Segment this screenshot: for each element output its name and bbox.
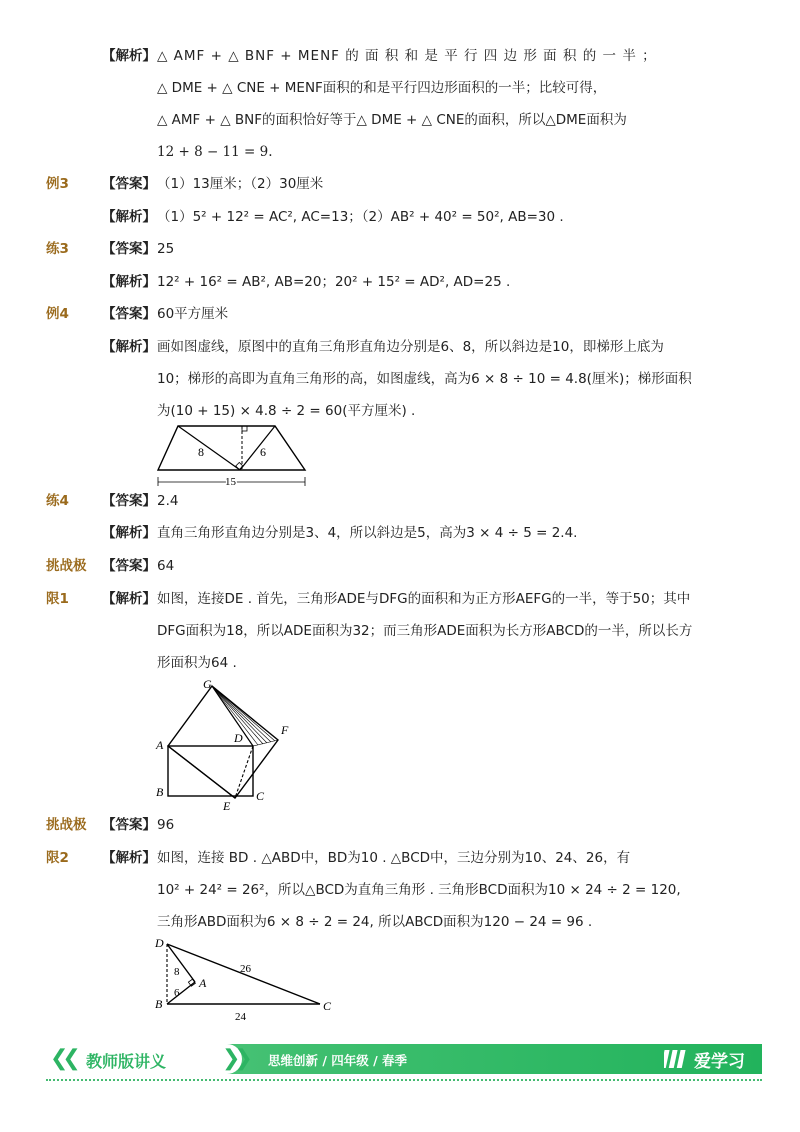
side-label: 6	[260, 445, 266, 459]
side-label: 6	[174, 987, 180, 999]
explanation-tag: 【解析】	[102, 591, 156, 607]
side-label: 8	[198, 445, 204, 459]
vertex-label-d: D	[234, 731, 243, 745]
answer-text: （1）13厘米；（2）30厘米	[157, 176, 324, 192]
explanation-line: △ AMF + △ BNF + MENF 的 面 积 和 是 平 行 四 边 形 面 积 的 一 半 ；	[157, 48, 657, 64]
explanation-tag: 【解析】	[102, 850, 156, 866]
answer-text: 96	[157, 817, 175, 833]
vertex-label-c: C	[323, 999, 332, 1013]
explanation-text: 12² + 16² = AB², AB=20；20² + 15² = AD², AD=25 .	[157, 274, 511, 290]
explanation-line: 为(10 + 15) × 4.8 ÷ 2 = 60(平方厘米) .	[157, 403, 416, 419]
answer-tag: 【答案】	[102, 176, 156, 192]
explanation-line: 10² + 24² = 26²，所以△BCD为直角三角形 . 三角形BCD面积为10 × 24 ÷ 2 = 120,	[157, 882, 681, 898]
explanation-text: 直角三角形直角边分别是3、4，所以斜边是5，高为3 × 4 ÷ 5 = 2.4.	[157, 525, 578, 541]
square-rectangle-figure	[150, 676, 300, 814]
explanation-line: 画如图虚线，原图中的直角三角形直角边分别是6、8，所以斜边是10，即梯形上底为	[157, 339, 664, 355]
explanation-line: 10；梯形的高即为直角三角形的高，如图虚线，高为6 × 8 ÷ 10 = 4.8(厘米)；梯形面积	[157, 371, 692, 387]
vertex-label-b: B	[156, 785, 164, 799]
edition-title: 教师版讲义	[86, 1052, 167, 1071]
explanation-tag: 【解析】	[102, 525, 156, 541]
chevron-right-icon: ❯❯	[222, 1046, 247, 1071]
base-label: 15	[225, 476, 236, 488]
vertex-label-e: E	[223, 799, 231, 813]
answer-tag: 【答案】	[102, 817, 156, 833]
answer-tag: 【答案】	[102, 493, 156, 509]
vertex-label-f: F	[281, 723, 289, 737]
answer-tag: 【答案】	[102, 558, 156, 574]
section-label: 限2	[46, 850, 69, 866]
footer-dotted-rule	[46, 1079, 762, 1081]
explanation-line: 如图，连接 BD . △ABD中，BD为10 . △BCD中，三边分别为10、24、26，有	[157, 850, 631, 866]
explanation-tag: 【解析】	[102, 339, 156, 355]
answer-text: 25	[157, 241, 175, 257]
trapezoid-figure	[150, 420, 315, 490]
answer-text: 2.4	[157, 493, 179, 509]
explanation-tag: 【解析】	[102, 274, 156, 290]
vertex-label-a: A	[156, 738, 164, 752]
explanation-tag: 【解析】	[102, 209, 156, 225]
answer-tag: 【答案】	[102, 306, 156, 322]
vertex-label-g: G	[203, 677, 212, 691]
vertex-label-a: A	[199, 976, 207, 990]
section-label: 挑战极	[46, 558, 87, 574]
explanation-line: △ AMF + △ BNF的面积恰好等于△ DME + △ CNE的面积，所以△DME面积为	[157, 112, 627, 128]
explanation-line: 形面积为64 .	[157, 655, 237, 671]
quadrilateral-figure	[150, 934, 350, 1026]
explanation-line: 12 + 8 − 11 = 9.	[157, 144, 273, 160]
section-label: 限1	[46, 591, 69, 607]
side-label: 24	[235, 1011, 246, 1023]
explanation-text: （1）5² + 12² = AC², AC=13；（2）AB² + 40² = 50², AB=30 .	[157, 209, 564, 225]
section-label: 例4	[46, 306, 69, 322]
side-label: 26	[240, 963, 251, 975]
vertex-label-c: C	[256, 789, 265, 803]
brand-name: 爱学习	[694, 1052, 745, 1072]
section-label: 练3	[46, 241, 69, 257]
side-label: 8	[174, 966, 180, 978]
section-label: 练4	[46, 493, 69, 509]
answer-text: 64	[157, 558, 175, 574]
explanation-line: 三角形ABD面积为6 × 8 ÷ 2 = 24, 所以ABCD面积为120 − 24 = 96 .	[157, 914, 593, 930]
explanation-tag: 【解析】	[102, 48, 156, 64]
brand-logo-icon	[664, 1048, 690, 1070]
chevron-left-icon: ❮❮	[50, 1046, 75, 1071]
explanation-line: DFG面积为18，所以ADE面积为32；而三角形ADE面积为长方形ABCD的一半，所以长方	[157, 623, 693, 639]
answer-text: 60平方厘米	[157, 306, 229, 322]
vertex-label-d: D	[155, 936, 164, 950]
section-label: 例3	[46, 176, 69, 192]
answer-tag: 【答案】	[102, 241, 156, 257]
explanation-line: △ DME + △ CNE + MENF面积的和是平行四边形面积的一半；比较可得，	[157, 80, 607, 96]
footer-banner	[46, 1044, 762, 1078]
vertex-label-b: B	[155, 997, 163, 1011]
section-label: 挑战极	[46, 817, 87, 833]
series-info: 思维创新 / 四年级 / 春季	[268, 1053, 408, 1068]
explanation-line: 如图，连接DE . 首先，三角形ADE与DFG的面积和为正方形AEFG的一半，等于50；其中	[157, 591, 691, 607]
